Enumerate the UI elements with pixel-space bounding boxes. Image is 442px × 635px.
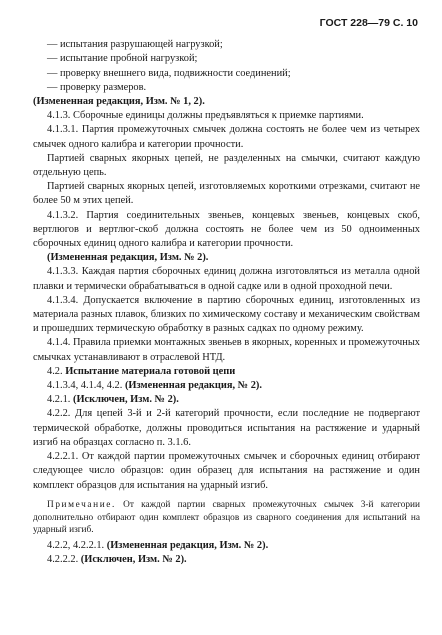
edition-reference — [33, 539, 420, 553]
list-item: — проверку размеров. — [47, 81, 147, 93]
paragraph-4-1-3-2: 4.1.3.2. Партия соединительных звеньев, концевых звеньев, концевых скоб, вертлюгов и вертлюг-скоб должна состоять не более чем из 50 одноименных сборочных единиц одного калибра и категории прочности. — [33, 209, 420, 250]
paragraph-4-2-2: 4.2.2. Для цепей 3-й и 2-й категорий прочности, если последние не подвергают термической обработке, должны проводиться испытания на растяжение и ударный изгиб на образцах согласно п. 3.1.6. — [33, 408, 420, 448]
paragraph-4-2-2-2 — [33, 553, 420, 567]
clause-numbers: 4.2.2, 4.2.2.1. — [47, 540, 105, 552]
note-text: От каждой партии сварных промежуточных смычек 3-й категории дополнительно отбирают один комплект образцов из сварного соединения для испытаний на ударный изгиб. — [33, 499, 420, 536]
note-label: Примечание. — [47, 499, 116, 510]
edition-note: (Измененная редакция, Изм. № 2). — [106, 540, 269, 552]
paragraph-4-1-3-4: 4.1.3.4. Допускается включение в партию сборочных единиц, изготовленных из материала разных плавок, близких по химическому составу и механическим свойствам и прошедших термическую обработку в разных садках по одному режиму. — [33, 294, 420, 335]
clause-number: 4.2.1. — [47, 394, 71, 406]
edition-note: (Измененная редакция, Изм. № 2). — [47, 252, 209, 264]
edition-note: (Исключен, Изм. № 2). — [73, 394, 179, 406]
paragraph-4-1-3-1: 4.1.3.1. Партия промежуточных смычек должна состоять не более чем из четырех смычек одного калибра и категории прочности. — [33, 124, 420, 150]
edition-note: (Измененная редакция, № 2). — [124, 380, 262, 392]
clause-numbers: 4.1.3.4, 4.1.4, 4.2. — [47, 380, 123, 392]
paragraph-4-1-3: 4.1.3. Сборочные единицы должны предъявляться к приемке партиями. — [47, 110, 364, 122]
paragraph-4-2-1 — [33, 393, 420, 407]
paragraph-4-1-3-3: 4.1.3.3. Каждая партия сборочных единиц должна изготовляться из металла одной плавки и термически обрабатываться в одной садке или в одной проходной печи. — [33, 266, 420, 292]
page-header: ГОСТ 228—79 С. 10 — [319, 17, 418, 29]
paragraph-4-2-2-1: 4.2.2.1. От каждой партии промежуточных смычек и сборочных единиц отбирают следующее число образцов: один образец для испытания на растяжение и один комплект образцов для испытания на ударный изгиб. — [33, 451, 420, 491]
note — [33, 499, 420, 537]
paragraph-4-1-4: 4.1.4. Правила приемки монтажных звеньев в якорных, коренных и промежуточных смычках устанавливают в отраслевой НТД. — [33, 337, 420, 363]
edition-note: (Исключен, Изм. № 2). — [80, 554, 187, 566]
edition-note: (Измененная редакция, Изм. № 1, 2). — [33, 96, 205, 108]
list-item: — проверку внешнего вида, подвижности соединений; — [47, 67, 291, 79]
list-item: — испытание пробной нагрузкой; — [47, 53, 198, 65]
section-heading-4-2 — [33, 365, 420, 379]
list-item: — испытания разрушающей нагрузкой; — [47, 39, 223, 51]
section-title: Испытание материала готовой цепи — [65, 365, 236, 377]
clause-number: 4.2.2.2. — [47, 554, 79, 566]
edition-reference — [33, 379, 420, 393]
paragraph: Партией сварных якорных цепей, изготовляемых короткими отрезками, считают не более 50 м этих цепей. — [33, 181, 420, 207]
paragraph: Партией сварных якорных цепей, не разделенных на смычки, считают каждую отдельную цепь. — [33, 152, 420, 179]
section-number: 4.2. — [47, 365, 63, 377]
